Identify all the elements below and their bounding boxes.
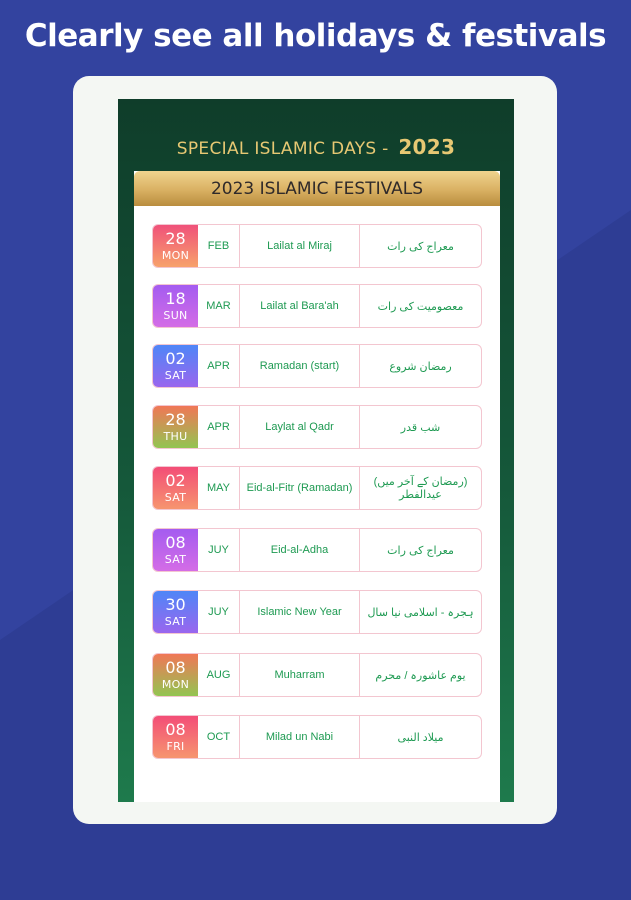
- festival-name: Lailat al Miraj: [240, 225, 360, 267]
- festival-row: [152, 715, 482, 759]
- date-weekday: THU: [163, 430, 188, 443]
- festival-month: MAY: [198, 467, 240, 509]
- date-badge: [153, 406, 198, 448]
- date-badge: [153, 591, 198, 633]
- festival-name: Islamic New Year: [240, 591, 360, 633]
- festival-row: [152, 653, 482, 697]
- date-badge: [153, 225, 198, 267]
- festival-row: [152, 466, 482, 510]
- festival-name: Lailat al Bara'ah: [240, 285, 360, 327]
- festival-row: [152, 344, 482, 388]
- festival-row: [152, 528, 482, 572]
- festival-name-urdu: ہجرہ - اسلامی نیا سال: [367, 606, 474, 619]
- date-day: 28: [165, 229, 186, 248]
- festival-month: JUY: [198, 591, 240, 633]
- festival-month: JUY: [198, 529, 240, 571]
- festival-name: Eid-al-Fitr (Ramadan): [240, 467, 360, 509]
- date-weekday: SAT: [164, 615, 187, 628]
- date-badge: [153, 285, 198, 327]
- date-badge: [153, 716, 198, 758]
- date-badge: [153, 654, 198, 696]
- screenshot-card: [73, 76, 557, 824]
- festival-name: Laylat al Qadr: [240, 406, 360, 448]
- date-day: 08: [165, 533, 186, 552]
- festival-list-page: [134, 171, 500, 802]
- date-badge: [153, 345, 198, 387]
- date-day: 08: [165, 720, 186, 739]
- date-day: 18: [165, 289, 186, 308]
- poster-title: [118, 135, 514, 159]
- festival-name: Muharram: [240, 654, 360, 696]
- festival-name-urdu: رمضان شروع: [389, 360, 452, 373]
- festival-name: Ramadan (start): [240, 345, 360, 387]
- festival-poster: [118, 99, 514, 802]
- festival-month: APR: [198, 406, 240, 448]
- festival-month: OCT: [198, 716, 240, 758]
- festival-month: MAR: [198, 285, 240, 327]
- festival-name: Milad un Nabi: [240, 716, 360, 758]
- festival-name-urdu: شب قدر: [400, 421, 441, 434]
- festival-row: [152, 405, 482, 449]
- date-badge: [153, 529, 198, 571]
- festival-row: [152, 284, 482, 328]
- festival-row: [152, 224, 482, 268]
- festival-month: AUG: [198, 654, 240, 696]
- festival-name-urdu: یوم عاشورہ / محرم: [375, 669, 466, 682]
- date-day: 02: [165, 471, 186, 490]
- festival-banner: 2023 ISLAMIC FESTIVALS: [134, 171, 500, 206]
- date-badge: [153, 467, 198, 509]
- festival-name-urdu: معصومیت کی رات: [377, 300, 464, 313]
- festival-name-urdu: (رمضان کے آخر میں) عیدالفطر: [373, 476, 468, 501]
- festival-name-urdu: میلاد النبی: [397, 731, 444, 744]
- festival-month: FEB: [198, 225, 240, 267]
- festival-name: Eid-al-Adha: [240, 529, 360, 571]
- date-day: 28: [165, 410, 186, 429]
- date-day: 30: [165, 595, 186, 614]
- date-weekday: MON: [161, 249, 190, 262]
- date-weekday: SAT: [164, 553, 187, 566]
- date-weekday: MON: [161, 678, 190, 691]
- date-weekday: FRI: [166, 740, 185, 753]
- date-weekday: SUN: [163, 309, 188, 322]
- festival-row: [152, 590, 482, 634]
- date-weekday: SAT: [164, 369, 187, 382]
- poster-title-year: 2023: [398, 135, 456, 159]
- date-day: 08: [165, 658, 186, 677]
- festival-name-urdu: معراج کی رات: [387, 240, 454, 253]
- festival-name-urdu: معراج کی رات: [387, 544, 454, 557]
- date-weekday: SAT: [164, 491, 187, 504]
- date-day: 02: [165, 349, 186, 368]
- poster-title-text: SPECIAL ISLAMIC DAYS -: [176, 139, 389, 159]
- festival-month: APR: [198, 345, 240, 387]
- headline: Clearly see all holidays & festivals: [24, 18, 607, 54]
